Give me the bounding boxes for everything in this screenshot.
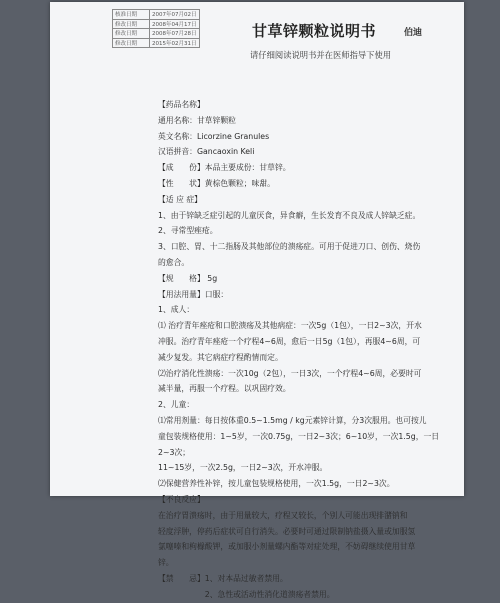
revision-row xyxy=(113,29,200,39)
text-line: 减少复发。其它病症疗程酌情而定。 xyxy=(158,352,283,362)
brand-logo-text: 伯迪 xyxy=(404,28,423,38)
revision-date: 2008年07月28日 xyxy=(150,29,200,39)
text-line: 氯噻嗪和枸橼酸钾，或加服小剂量螺内酯等对症处理，不妨碍继续使用甘草 xyxy=(158,542,416,552)
text-line: 冲服。治疗青年痤疮一个疗程4~6周，愈后一日5g（1包），再服4~6周，可 xyxy=(158,336,421,346)
text-line: ⑵保健营养性补锌，按儿童包装规格使用，一次1.5g，一日2~3次。 xyxy=(158,479,395,489)
text-line: 3、口腔、胃、十二指肠及其他部位的溃疡症。可用于促进刀口、创伤、烧伤 xyxy=(158,242,421,252)
text-line: 【用法用量】口服： xyxy=(158,289,229,299)
text-line: ⑴常用剂量：每日按体重0.5~1.5mg / kg元素锌计算，分3次服用。也可按儿 xyxy=(158,415,427,425)
text-line: 2、儿童： xyxy=(158,400,195,410)
text-line: 11~15岁，一次2.5g，一日2~3次，开水冲服。 xyxy=(158,463,328,473)
leaflet-sheet xyxy=(50,2,464,599)
text-line: 1、由于锌缺乏症引起的儿童厌食，异食癖，生长发育不良及成人锌缺乏症。 xyxy=(158,210,421,220)
text-line: 在治疗胃溃疡时，由于用量较大，疗程又较长，个别人可能出现排潴钠和 xyxy=(158,510,408,520)
revision-row xyxy=(113,19,200,29)
revision-label: 核准日期 xyxy=(113,10,150,20)
text-line: 【药品名称】 xyxy=(158,100,205,109)
revision-row xyxy=(113,38,200,48)
revision-date: 2015年02月31日 xyxy=(150,38,200,48)
revision-label: 修改日期 xyxy=(113,29,150,39)
text-line: ⑵治疗消化性溃疡：一次10g（2包），一日3次，一个疗程4~6周，必要时可 xyxy=(158,368,422,378)
revision-row xyxy=(113,10,200,20)
text-line: 的愈合。 xyxy=(158,257,190,267)
text-line: 【性 状】黄棕色颗粒；味甜。 xyxy=(158,178,275,188)
revision-date: 2007年07月02日 xyxy=(150,10,200,20)
text-line: 【规 格】 5g xyxy=(158,273,218,283)
document-subtitle: 请仔细阅读说明书并在医师指导下使用 xyxy=(250,50,392,60)
text-line: 童包装规格使用：1~5岁，一次0.75g，一日2~3次；6~10岁，一次1.5g，一日2~3次； xyxy=(158,431,440,457)
text-line: 轻度浮肿，停药后症状可自行消失。必要时可通过限制钠盐摄入量或加服氢 xyxy=(158,526,416,536)
revision-label: 修改日期 xyxy=(113,38,150,48)
text-line: 2、寻常型痤疮。 xyxy=(158,226,218,236)
revision-date: 2008年04月17日 xyxy=(150,19,200,29)
revision-date-table xyxy=(112,9,200,48)
text-line: ⑴ 治疗青年痤疮和口腔溃疡及其他病症：一次5g（1包），一日2~3次，开水 xyxy=(158,321,422,331)
leaflet-body xyxy=(158,97,452,603)
text-line: 英文名称：Licorzine Granules xyxy=(158,131,270,141)
text-line: 【适 应 症】 xyxy=(158,194,202,204)
text-line: 锌。 xyxy=(158,558,174,568)
text-line: 通用名称：甘草锌颗粒 xyxy=(158,115,236,125)
text-line: 汉语拼音：Gancaoxin Keli xyxy=(158,147,255,157)
text-line: 【不良反应】 xyxy=(158,494,205,504)
text-line: 减半量，再服一个疗程。以巩固疗效。 xyxy=(158,384,291,394)
text-line: 2、急性或活动性消化道溃疡者禁用。 xyxy=(158,589,335,599)
document-title: 甘草锌颗粒说明书 xyxy=(252,22,377,40)
revision-label: 修改日期 xyxy=(113,19,150,29)
text-line: 1、成人： xyxy=(158,305,195,315)
text-line: 【成 份】本品主要成份：甘草锌。 xyxy=(158,163,291,173)
text-line: 【禁 忌】1、对本品过敏者禁用。 xyxy=(158,573,288,583)
